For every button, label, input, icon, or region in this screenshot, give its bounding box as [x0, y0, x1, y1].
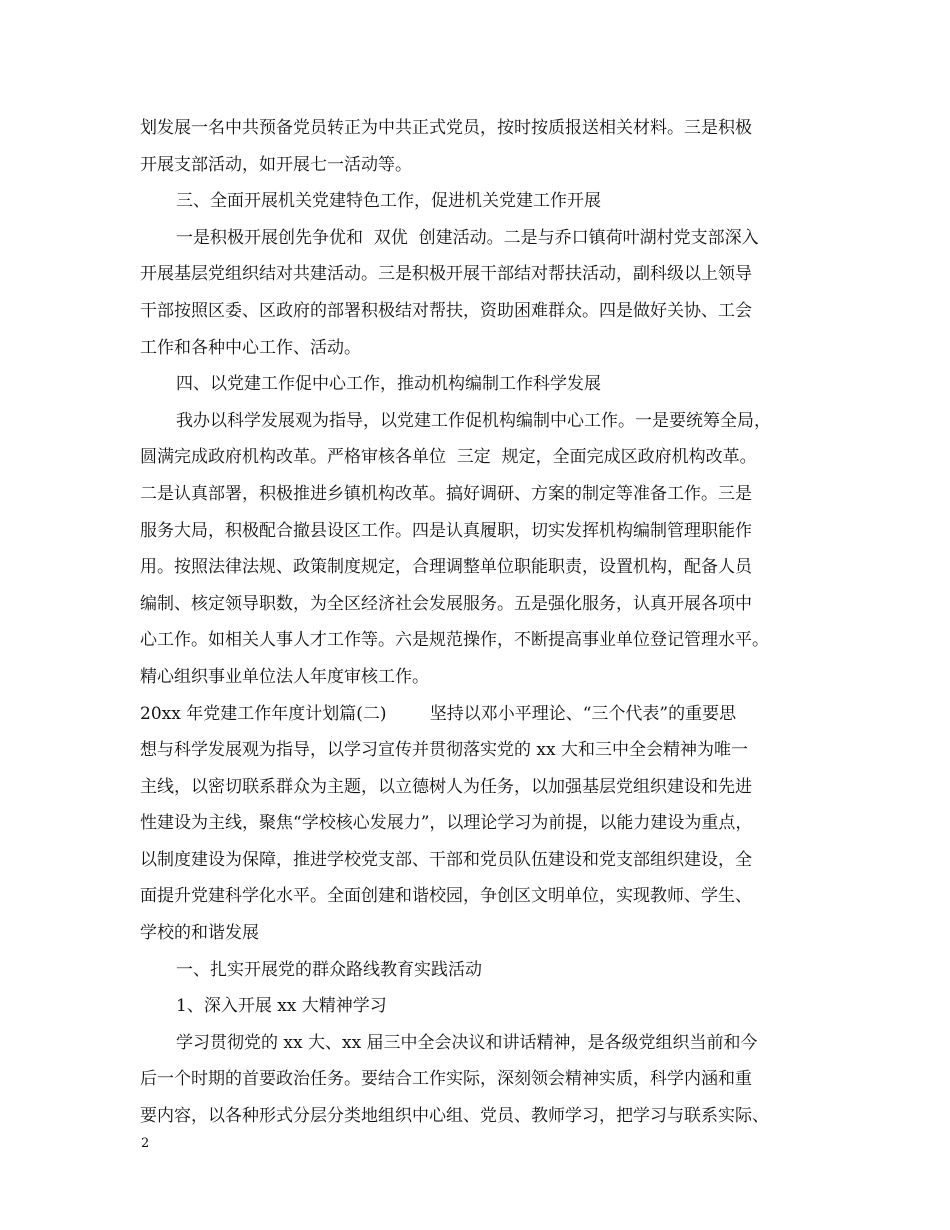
text-line: 划发展一名中共预备党员转正为中共正式党员，按时按质报送相关材料。三是积极	[140, 118, 752, 138]
text-line: 要内容，以各种形式分层分类地组织中心组、党员、教师学习，把学习与联系实际、	[140, 1106, 769, 1127]
text-line: 后一个时期的首要政治任务。要结合工作实际，深刻领会精神实质，科学内涵和重	[140, 1069, 752, 1090]
text-line: 圆满完成政府机构改革。严格审核各单位 三定 规定，全面完成区政府机构改革。	[140, 447, 757, 468]
text-line: 学习贯彻党的 xx 大、xx 届三中全会决议和讲话精神，是各级党组织当前和今	[176, 1032, 758, 1053]
text-line: 编制、核定领导职数，为全区经济社会发展服务。五是强化服务，认真开展各项中	[140, 593, 752, 614]
text-line: 20xx 年党建工作年度计划篇(二) 坚持以邓小平理论、“三个代表”的重要思	[140, 703, 737, 724]
text-line: 心工作。如相关人事人才工作等。六是规范操作，不断提高事业单位登记管理水平。	[140, 630, 769, 651]
text-line: 性建设为主线，聚焦“学校核心发展力”，以理论学习为前提，以能力建设为重点，	[140, 813, 753, 834]
text-line: 想与科学发展观为指导，以学习宣传并贯彻落实党的 xx 大和三中全会精神为唯一	[140, 740, 748, 761]
text-line: 1、深入开展 xx 大精神学习	[176, 996, 387, 1017]
text-line: 主线，以密切联系群众为主题，以立德树人为任务，以加强基层党组织建设和先进	[140, 776, 752, 797]
text-line: 四、以党建工作促中心工作，推动机构编制工作科学发展	[176, 374, 601, 395]
text-line: 干部按照区委、区政府的部署积极结对帮扶，资助困难群众。四是做好关协、工会	[140, 300, 752, 321]
text-line: 开展支部活动，如开展七一活动等。	[140, 154, 412, 175]
text-line: 工作和各种中心工作、活动。	[140, 337, 361, 358]
text-line: 服务大局，积极配合撤县设区工作。四是认真履职，切实发挥机构编制管理职能作	[140, 520, 752, 541]
text-line: 精心组织事业单位法人年度审核工作。	[140, 666, 429, 687]
text-line: 以制度建设为保障，推进学校党支部、干部和党员队伍建设和党支部组织建设，全	[140, 849, 752, 870]
text-line: 用。按照法律法规、政策制度规定，合理调整单位职能职责，设置机构，配备人员	[140, 557, 752, 578]
text-line: 一、扎实开展党的群众路线教育实践活动	[176, 959, 482, 980]
text-line: 二是认真部署，积极推进乡镇机构改革。搞好调研、方案的制定等准备工作。三是	[140, 483, 752, 504]
document-body	[140, 110, 830, 1135]
page-number: 2	[141, 1136, 150, 1151]
text-line: 面提升党建科学化水平。全面创建和谐校园，争创区文明单位，实现教师、学生、	[140, 886, 752, 907]
text-line: 三、全面开展机关党建特色工作，促进机关党建工作开展	[176, 191, 601, 212]
text-line: 开展基层党组织结对共建活动。三是积极开展干部结对帮扶活动，副科级以上领导	[140, 264, 752, 285]
text-line: 我办以科学发展观为指导，以党建工作促机构编制中心工作。一是要统筹全局，	[176, 410, 771, 431]
text-line: 一是积极开展创先争优和 双优 创建活动。二是与乔口镇荷叶湖村党支部深入	[176, 227, 759, 248]
text-line: 学校的和谐发展	[140, 923, 259, 944]
